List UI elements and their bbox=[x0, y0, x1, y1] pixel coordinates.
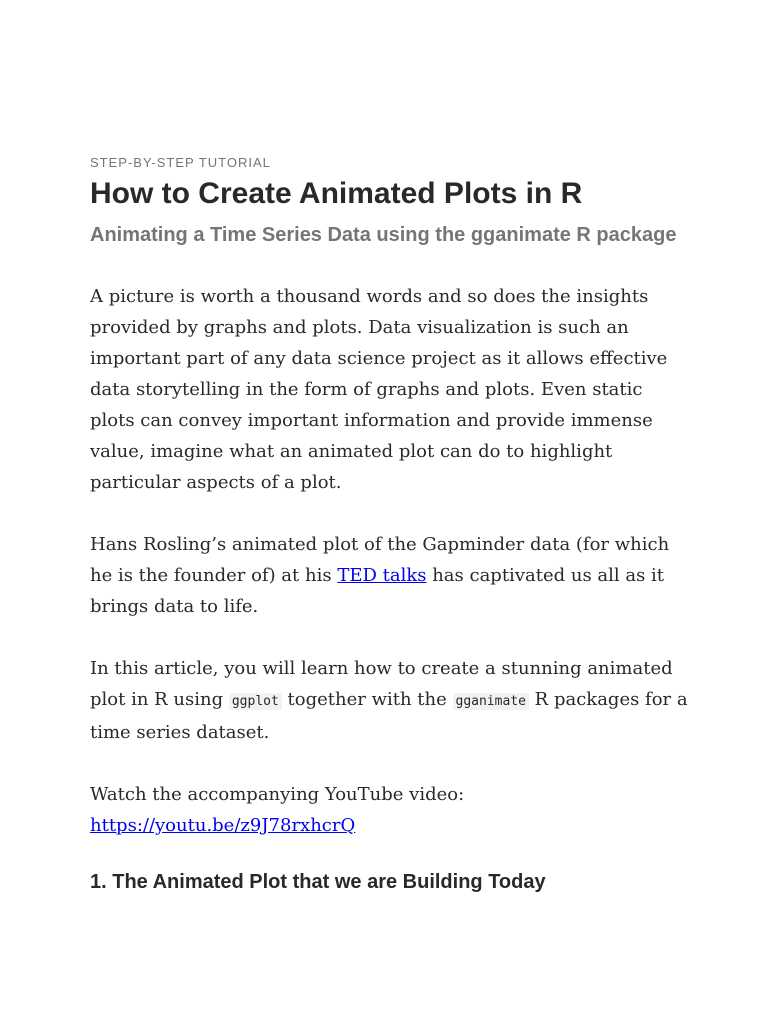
article-title: How to Create Animated Plots in R bbox=[90, 177, 583, 210]
article-subtitle: Animating a Time Series Data using the gganimate R package bbox=[90, 224, 677, 246]
paragraph-video-text: Watch the accompanying YouTube video: bbox=[90, 784, 465, 805]
paragraph-rosling-text: Hans Rosling’s animated plot of the Gapminder data (for which he is the founder of) at his bbox=[90, 534, 670, 586]
paragraph-learn-text: In this article, you will learn how to create a stunning animated plot in R using bbox=[90, 658, 673, 710]
paragraph-intro: A picture is worth a thousand words and so does the insights provided by graphs and plots. Data visualization is such an important part of any data science project as it allows effective data storytelling in the form of graphs and plots. Even static plots can convey important information and provide immense value, imagine what an animated plot can do to highlight particular aspects of a plot. bbox=[90, 286, 668, 493]
article bbox=[90, 154, 690, 896]
article-kicker: STEP-BY-STEP TUTORIAL bbox=[90, 155, 271, 170]
paragraph-learn bbox=[90, 653, 690, 748]
paragraph-learn-middle: together with the bbox=[281, 689, 453, 710]
paragraph-rosling bbox=[90, 529, 690, 622]
gganimate-code: gganimate bbox=[453, 693, 529, 710]
youtube-link[interactable]: https://youtu.be/z9J78rxhcrQ bbox=[90, 815, 356, 836]
ted-talks-link[interactable]: TED talks bbox=[337, 565, 427, 586]
paragraph-learn-end: R packages for a time series dataset. bbox=[90, 689, 688, 743]
paragraph-rosling-text-end: has captivated us all as it brings data to life. bbox=[90, 565, 665, 617]
paragraph-video bbox=[90, 779, 690, 841]
section-heading: 1. The Animated Plot that we are Building Today bbox=[90, 871, 546, 893]
ggplot-code: ggplot bbox=[229, 693, 282, 710]
